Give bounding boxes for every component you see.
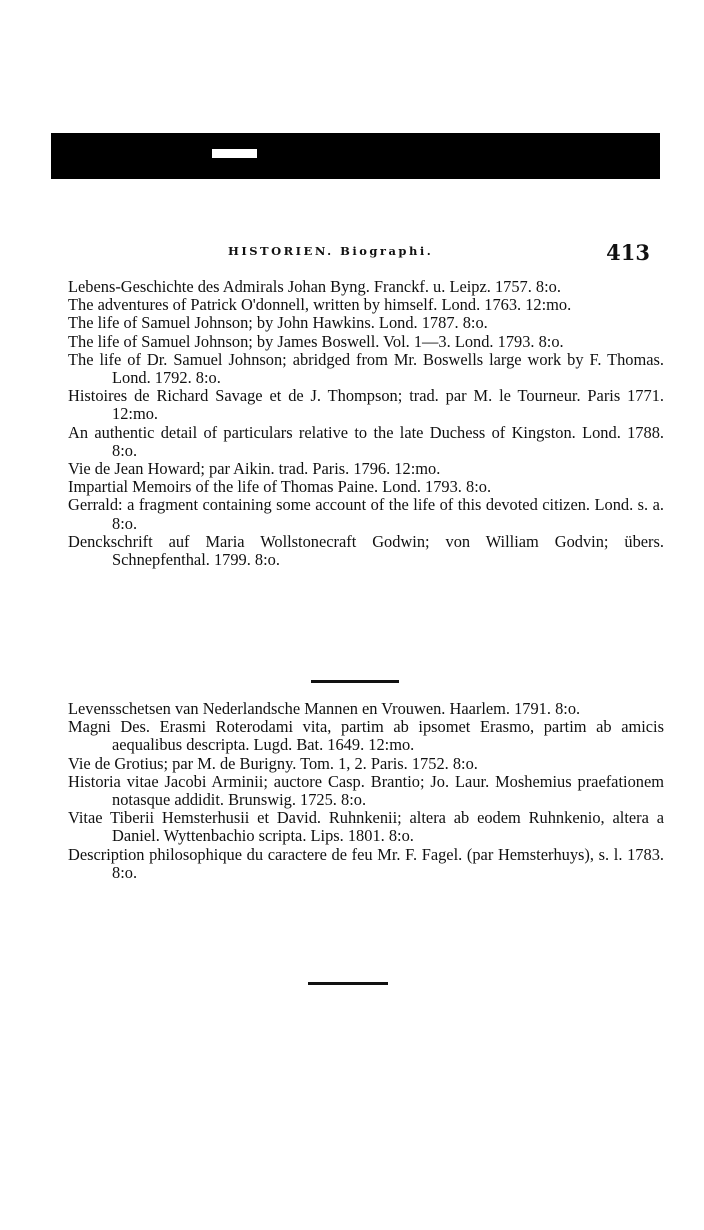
bibliography-entry: Denckschrift auf Maria Wollstonecraft Godwin; von William Godvin; übers. Schnepfenthal. 1799. 8:o.: [68, 531, 664, 570]
bibliography-entry: Description philosophique du caractere de feu Mr. F. Fagel. (par Hemsterhuys), s. l. 1783. 8:o.: [68, 844, 664, 882]
bibliography-entry: The life of Samuel Johnson; by John Hawkins. Lond. 1787. 8:o.: [68, 313, 488, 333]
bibliography-entry: Magni Des. Erasmi Roterodami vita, partim ab ipsomet Erasmo, partim ab amicis aequalibus descripta. Lugd. Bat. 1649. 12:mo.: [68, 717, 664, 755]
bibliography-entry: Lebens-Geschichte des Admirals Johan Byng. Franckf. u. Leipz. 1757. 8:o.: [68, 277, 561, 296]
bibliography-entry: An authentic detail of particulars relative to the late Duchess of Kingston. Lond. 1788. 8:o.: [68, 422, 664, 460]
bibliography-entry: Vie de Grotius; par M. de Burigny. Tom. 1, 2. Paris. 1752. 8:o.: [68, 753, 478, 773]
bibliography-entry: Impartial Memoirs of the life of Thomas Paine. Lond. 1793. 8:o.: [68, 477, 492, 497]
bibliography-entry: Vitae Tiberii Hemsterhusii et David. Ruhnkenii; altera ab eodem Ruhnkenio, altera a Daniel. Wyttenbachio scripta. Lips. 1801. 8:o.: [68, 808, 664, 846]
bibliography-entry: The adventures of Patrick O'donnell, written by himself. Lond. 1763. 12:mo.: [68, 295, 572, 315]
bibliography-entry: The life of Samuel Johnson; by James Boswell. Vol. 1—3. Lond. 1793. 8:o.: [68, 331, 564, 351]
page-number: 413: [606, 240, 650, 265]
bibliography-entry: Levensschetsen van Nederlandsche Mannen en Vrouwen. Haarlem. 1791. 8:o.: [68, 699, 581, 718]
bibliography-entry: Vie de Jean Howard; par Aikin. trad. Paris. 1796. 12:mo.: [68, 459, 441, 479]
band-white-mark: [212, 149, 257, 158]
bibliography-entry: Gerrald: a fragment containing some account of the life of this devoted citizen. Lond. s. a. 8:o.: [68, 495, 664, 533]
section-divider: [308, 982, 388, 985]
running-title: HISTORIEN. Biographi.: [228, 244, 434, 258]
black-header-band: [51, 133, 660, 179]
bibliography-entry: The life of Dr. Samuel Johnson; abridged from Mr. Boswells large work by F. Thomas. Lond. 1792. 8:o.: [68, 349, 664, 388]
bibliography-section-2: [68, 700, 664, 882]
bibliography-entry: Histoires de Richard Savage et de J. Thompson; trad. par M. le Tourneur. Paris 1771. 12:mo.: [68, 386, 664, 424]
section-divider: [311, 680, 399, 683]
bibliography-section-1: [68, 278, 664, 569]
bibliography-entry: Historia vitae Jacobi Arminii; auctore Casp. Brantio; Jo. Laur. Moshemius praefationem notasque addidit. Brunswig. 1725. 8:o.: [68, 771, 664, 810]
running-header: [228, 240, 658, 270]
